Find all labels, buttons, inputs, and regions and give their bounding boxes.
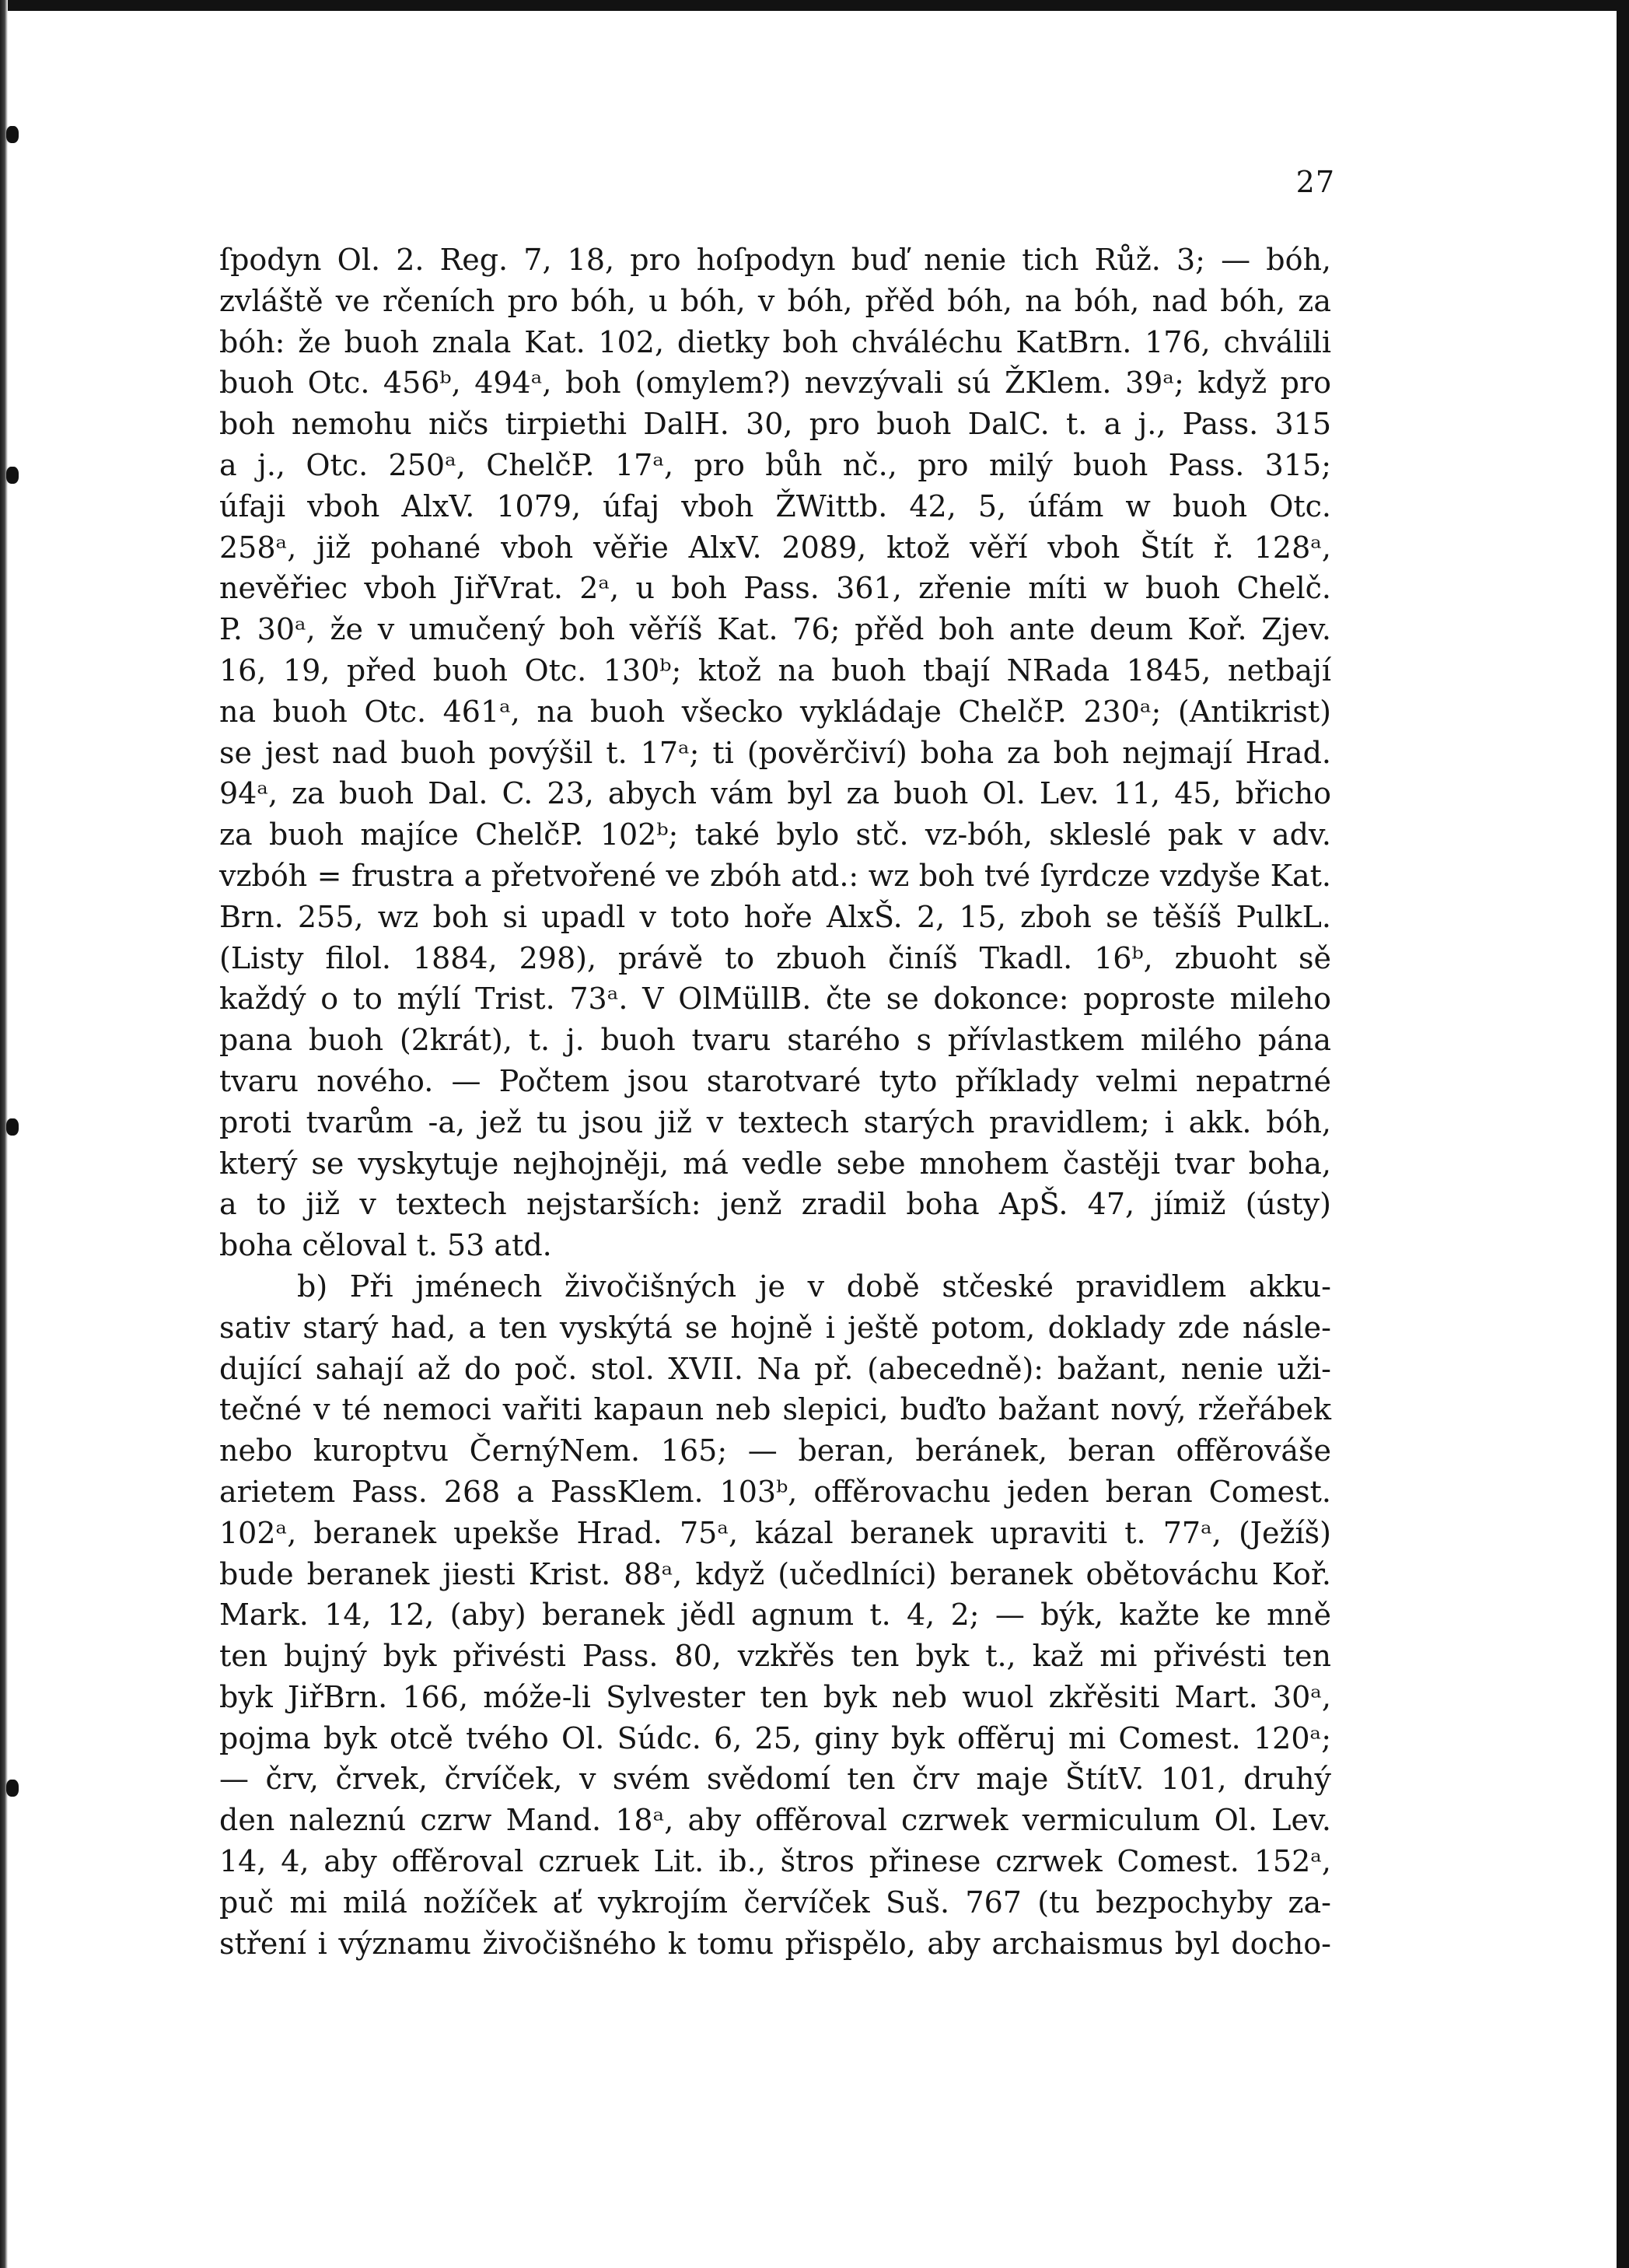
text-line: pojma byk otcě tvého Ol. Súdc. 6, 25, giny byk offěruj mi Comest. 120ᵃ; — [219, 1720, 1331, 1755]
text-line: buoh Otc. 456ᵇ, 494ᵃ, boh (omylem?) nevzývali sú ŽKlem. 39ᵃ; když pro — [219, 366, 1331, 401]
text-line: dující sahají až do poč. stol. XVII. Na př. (abecedně): bažant, nenie uži- — [219, 1351, 1331, 1386]
scan-border-right — [1617, 0, 1629, 2268]
binding-mark — [6, 1118, 19, 1136]
text-line: nebo kuroptvu ČernýNem. 165; — beran, beránek, beran offěrováše — [219, 1433, 1331, 1468]
binding-mark — [6, 126, 19, 143]
text-line: a j., Otc. 250ᵃ, ChelčP. 17ᵃ, pro bůh nč., pro milý buoh Pass. 315; — [219, 447, 1331, 482]
text-line: — črv, črvek, črvíček, v svém svědomí ten črv maje ŠtítV. 101, druhý — [219, 1762, 1331, 1797]
text-line: vzbóh = frustra a přetvořené ve zbóh atd.: wz boh tvé ſyrdcze vzdyše Kat. — [219, 858, 1331, 893]
binding-mark — [6, 467, 19, 484]
text-line: P. 30ᵃ, že v umučený boh věříš Kat. 76; přěd boh ante deum Koř. Zjev. — [219, 612, 1331, 647]
text-line: každý o to mýlí Trist. 73ᵃ. V OlMüllB. čte se dokonce: poproste mileho — [219, 982, 1331, 1017]
text-line: zvláště ve rčeních pro bóh, u bóh, v bóh, přěd bóh, na bóh, nad bóh, za — [219, 283, 1331, 318]
text-line: boh nemohu ničs tirpiethi DalH. 30, pro buoh DalC. t. a j., Pass. 315 — [219, 407, 1331, 442]
text-line: úfaji vboh AlxV. 1079, úfaj vboh ŽWittb. 42, 5, úfám w buoh Otc. — [219, 488, 1331, 523]
text-line: Mark. 14, 12, (aby) beranek jědl agnum t. 4, 2; — býk, kažte ke mně — [219, 1598, 1331, 1633]
text-line: bóh: že buoh znala Kat. 102, dietky boh chváléchu KatBrn. 176, chválili — [219, 324, 1331, 359]
text-line: boha cěloval t. 53 atd. — [219, 1228, 552, 1263]
text-line: pana buoh (2krát), t. j. buoh tvaru starého s přívlastkem milého pána — [219, 1023, 1331, 1058]
text-line: proti tvarům -a, jež tu jsou již v textech starých pravidlem; i akk. bóh, — [219, 1104, 1331, 1139]
text-line: na buoh Otc. 461ᵃ, na buoh všecko vykládaje ChelčP. 230ᵃ; (Antikrist) — [219, 694, 1331, 729]
text-line: stření i významu živočišného k tomu přispělo, aby archaismus byl docho- — [219, 1926, 1331, 1961]
text-line: 258ᵃ, již pohané vboh věřie AlxV. 2089, ktož věří vboh Štít ř. 128ᵃ, — [219, 530, 1331, 565]
text-line: tečné v té nemoci vařiti kapaun neb slepici, buďto bažant nový, ržeřábek — [219, 1392, 1331, 1427]
page-number: 27 — [1295, 165, 1335, 199]
text-line: a to již v textech nejstarších: jenž zradil boha ApŠ. 47, jímiž (ústy) — [219, 1187, 1331, 1222]
text-line: se jest nad buoh povýšil t. 17ᵃ; ti (pověrčiví) boha za boh nejmají Hrad. — [219, 735, 1331, 770]
text-line: Brn. 255, wz boh si upadl v toto hoře AlxŠ. 2, 15, zboh se těšíš PulkL. — [219, 899, 1331, 934]
body-text — [219, 240, 1331, 1964]
text-line: ten bujný byk přivésti Pass. 80, vzkřěs ten byk t., kaž mi přivésti ten — [219, 1639, 1331, 1674]
text-line: (Listy filol. 1884, 298), právě to zbuoh činíš Tkadl. 16ᵇ, zbuoht sě — [219, 940, 1331, 975]
text-line: 94ᵃ, za buoh Dal. C. 23, abych vám byl za buoh Ol. Lev. 11, 45, břicho — [219, 776, 1331, 811]
text-line: puč mi milá nožíček ať vykrojím červíček Suš. 767 (tu bezpochyby za- — [219, 1885, 1331, 1920]
scan-border-left — [0, 0, 8, 2268]
binding-mark — [6, 1780, 19, 1797]
text-line: tvaru nového. — Počtem jsou starotvaré tyto příklady velmi nepatrné — [219, 1063, 1331, 1098]
text-line: bude beranek jiesti Krist. 88ᵃ, když (učedlníci) beranek obětováchu Koř. — [219, 1556, 1331, 1591]
text-line: za buoh majíce ChelčP. 102ᵇ; také bylo stč. vz-bóh, skleslé pak v adv. — [219, 817, 1331, 852]
text-line: nevěřiec vboh JiřVrat. 2ᵃ, u boh Pass. 361, zřenie míti w buoh Chelč. — [219, 571, 1331, 606]
text-line: sativ starý had, a ten vyskýtá se hojně i ještě potom, doklady zde násle- — [219, 1310, 1331, 1345]
text-line: byk JiřBrn. 166, móže-li Sylvester ten byk neb wuol zkřěsiti Mart. 30ᵃ, — [219, 1679, 1331, 1714]
text-line: ſpodyn Ol. 2. Reg. 7, 18, pro hoſpodyn buď nenie tich Růž. 3; — bóh, — [219, 243, 1331, 277]
text-line: arietem Pass. 268 a PassKlem. 103ᵇ, offěrovachu jeden beran Comest. — [219, 1474, 1331, 1509]
text-line: 102ᵃ, beranek upekše Hrad. 75ᵃ, kázal beranek upraviti t. 77ᵃ, (Ježíš) — [219, 1515, 1331, 1550]
text-line: den naleznú czrw Mand. 18ᵃ, aby offěroval czrwek vermiculum Ol. Lev. — [219, 1803, 1331, 1838]
text-line: 16, 19, před buoh Otc. 130ᵇ; ktož na buoh tbají NRada 1845, netbají — [219, 653, 1331, 688]
scan-border-top — [0, 0, 1629, 11]
text-line: 14, 4, aby offěroval czruek Lit. ib., štros přinese czrwek Comest. 152ᵃ, — [219, 1844, 1331, 1879]
text-line: který se vyskytuje nejhojněji, má vedle sebe mnohem častěji tvar boha, — [219, 1146, 1331, 1181]
text-line: b) Při jménech živočišných je v době stčeské pravidlem akku- — [297, 1269, 1331, 1304]
